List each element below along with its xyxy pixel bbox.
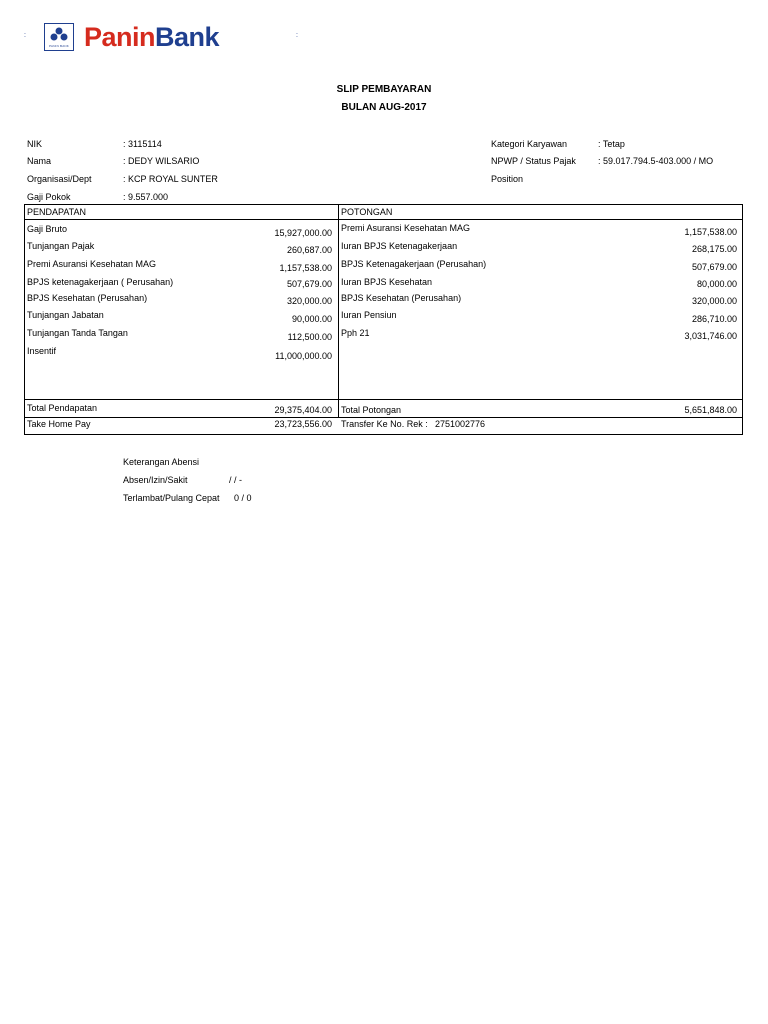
pendapatan-value-6: 112,500.00 [287,332,332,342]
edge-mark-right: : [296,32,298,39]
nama-value: : DEDY WILSARIO [123,156,200,166]
absen-value: / / - [229,475,242,485]
paninbank-emblem [44,23,74,51]
pendapatan-label-0: Gaji Bruto [27,224,68,234]
potongan-label-3: Iuran BPJS Kesehatan [341,277,433,287]
pendapatan-label-1: Tunjangan Pajak [27,241,95,251]
potongan-value-2: 507,679.00 [691,262,737,272]
potongan-label-2: BPJS Ketenagakerjaan (Perusahan) [341,259,487,269]
absensi-title: Keterangan Abensi [123,457,200,467]
pendapatan-value-3: 507,679.00 [286,279,332,289]
terlambat-label: Terlambat/Pulang Cepat [123,493,220,503]
slip-title: SLIP PEMBAYARAN [336,84,432,95]
total-pendapatan-label: Total Pendapatan [27,403,98,413]
total-divider-bottom [25,417,742,418]
nik-label: NIK [27,139,43,149]
column-divider [338,205,339,418]
pendapatan-label-2: Premi Asuransi Kesehatan MAG [27,259,157,269]
potongan-value-1: 268,175.00 [691,244,737,254]
nama-label: Nama [27,156,52,166]
take-home-value: 23,723,556.00 [274,419,332,429]
potongan-value-0: 1,157,538.00 [684,227,737,237]
position-label: Position [491,174,524,184]
brand-part-panin: Panin [84,21,156,52]
pendapatan-value-4: 320,000.00 [286,296,332,306]
organisasi-label: Organisasi/Dept [27,174,92,184]
transfer-label: Transfer Ke No. Rek : [341,419,428,429]
nik-value: : 3115114 [123,139,162,149]
bank-emblem-icon [49,27,69,43]
potongan-value-6: 3,031,746.00 [684,331,737,341]
take-home-label: Take Home Pay [27,419,91,429]
edge-mark-left: : [24,32,26,39]
brand-wordmark [84,21,220,52]
potongan-value-3: 80,000.00 [696,279,737,289]
total-potongan-value: 5,651,848.00 [684,405,737,415]
gaji-pokok-value: : 9.557.000 [123,192,169,202]
potongan-label-6: Pph 21 [341,328,370,338]
potongan-value-4: 320,000.00 [691,296,737,306]
potongan-label-0: Premi Asuransi Kesehatan MAG [341,223,471,233]
pendapatan-value-2: 1,157,538.00 [279,263,332,273]
pendapatan-value-0: 15,927,000.00 [274,228,332,238]
transfer-account: 2751002776 [435,419,486,429]
total-potongan-label: Total Potongan [341,405,402,415]
slip-table [24,204,743,435]
paninbank-logo [44,22,219,52]
kategori-value: : Tetap [598,139,625,149]
gaji-pokok-label: Gaji Pokok [27,192,71,202]
pendapatan-label-5: Tunjangan Jabatan [27,310,104,320]
pendapatan-label-3: BPJS ketenagakerjaan ( Perusahan) [27,277,174,287]
pendapatan-label-7: Insentif [27,346,57,356]
potongan-header: POTONGAN [341,207,393,217]
potongan-label-1: Iuran BPJS Ketenagakerjaan [341,241,458,251]
brand-small-text: PANIN BANK [49,43,69,48]
pendapatan-label-6: Tunjangan Tanda Tangan [27,328,128,338]
absen-label: Absen/Izin/Sakit [123,475,188,485]
pendapatan-value-7: 11,000,000.00 [275,351,332,361]
slip-period: BULAN AUG-2017 [341,102,427,113]
potongan-value-5: 286,710.00 [691,314,737,324]
total-divider-top [25,399,742,400]
total-pendapatan-value: 29,375,404.00 [274,405,332,415]
kategori-label: Kategori Karyawan [491,139,568,149]
potongan-label-4: BPJS Kesehatan (Perusahan) [341,293,462,303]
header-divider [25,219,742,220]
pendapatan-label-4: BPJS Kesehatan (Perusahan) [27,293,148,303]
pendapatan-header: PENDAPATAN [27,207,87,217]
potongan-label-5: Iuran Pensiun [341,310,397,320]
npwp-label: NPWP / Status Pajak [491,156,576,166]
terlambat-value: 0 / 0 [234,493,252,503]
pendapatan-value-5: 90,000.00 [291,314,332,324]
brand-part-bank: Bank [155,21,220,52]
organisasi-value: : KCP ROYAL SUNTER [123,174,218,184]
npwp-value: : 59.017.794.5-403.000 / MO [598,156,714,166]
pendapatan-value-1: 260,687.00 [286,245,332,255]
